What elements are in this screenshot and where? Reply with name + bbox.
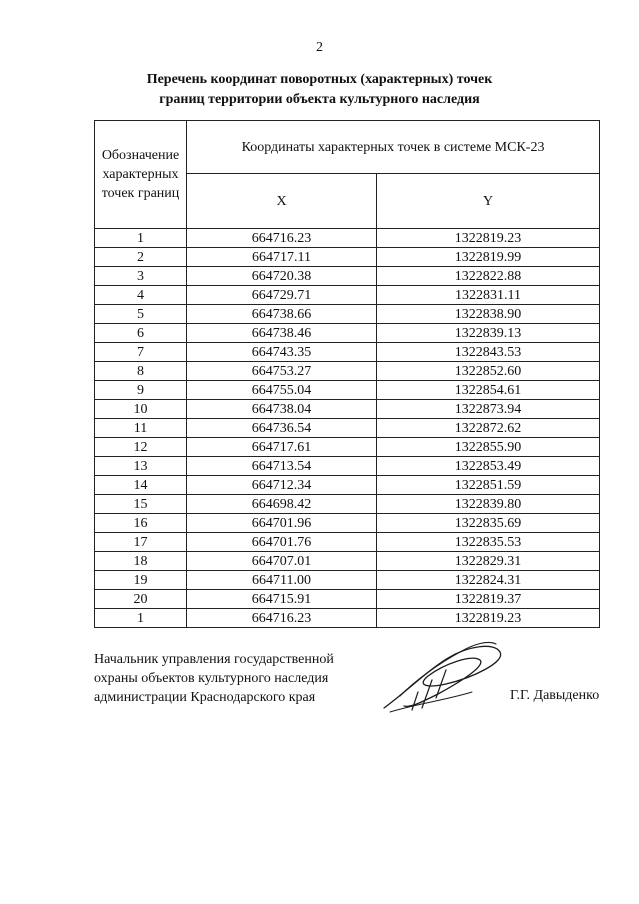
point-id-cell: 13 (95, 457, 187, 476)
point-id-cell: 16 (95, 514, 187, 533)
table-row (95, 552, 600, 571)
y-coordinate-cell: 1322839.13 (377, 324, 600, 343)
y-coordinate-cell: 1322855.90 (377, 438, 600, 457)
y-column-header: Y (377, 174, 600, 229)
table-row (95, 400, 600, 419)
x-coordinate-cell: 664701.76 (187, 533, 377, 552)
point-id-cell: 19 (95, 571, 187, 590)
point-id-cell: 4 (95, 286, 187, 305)
x-coordinate-cell: 664720.38 (187, 267, 377, 286)
table-row (95, 533, 600, 552)
title-line-1: Перечень координат поворотных (характерных) точек (146, 72, 493, 87)
y-coordinate-cell: 1322852.60 (377, 362, 600, 381)
x-coordinate-cell: 664753.27 (187, 362, 377, 381)
point-id-cell: 17 (95, 533, 187, 552)
x-coordinate-cell: 664729.71 (187, 286, 377, 305)
x-coordinate-cell: 664713.54 (187, 457, 377, 476)
table-row (95, 609, 600, 628)
table-row (95, 571, 600, 590)
table-row (95, 343, 600, 362)
signer-name: Г.Г. Давыденко (510, 688, 600, 703)
point-id-cell: 2 (95, 248, 187, 267)
x-coordinate-cell: 664712.34 (187, 476, 377, 495)
x-coordinate-cell: 664736.54 (187, 419, 377, 438)
x-coordinate-cell: 664711.00 (187, 571, 377, 590)
title-line-2: границ территории объекта культурного наследия (159, 92, 480, 107)
point-id-cell: 1 (95, 229, 187, 248)
point-id-cell: 20 (95, 590, 187, 609)
y-coordinate-cell: 1322854.61 (377, 381, 600, 400)
point-id-cell: 14 (95, 476, 187, 495)
x-coordinate-cell: 664738.04 (187, 400, 377, 419)
table-row (95, 324, 600, 343)
y-coordinate-cell: 1322835.69 (377, 514, 600, 533)
table-row (95, 514, 600, 533)
y-coordinate-cell: 1322819.37 (377, 590, 600, 609)
y-coordinate-cell: 1322872.62 (377, 419, 600, 438)
x-coordinate-cell: 664698.42 (187, 495, 377, 514)
point-id-cell: 15 (95, 495, 187, 514)
y-coordinate-cell: 1322819.23 (377, 229, 600, 248)
x-coordinate-cell: 664738.46 (187, 324, 377, 343)
y-coordinate-cell: 1322839.80 (377, 495, 600, 514)
position-line-1: Начальник управления государственной (94, 652, 334, 667)
point-id-cell: 8 (95, 362, 187, 381)
y-coordinate-cell: 1322838.90 (377, 305, 600, 324)
x-coordinate-cell: 664717.61 (187, 438, 377, 457)
table-row (95, 419, 600, 438)
coordinates-table-body (95, 121, 600, 628)
x-coordinate-cell: 664717.11 (187, 248, 377, 267)
table-row (95, 590, 600, 609)
point-id-cell: 7 (95, 343, 187, 362)
table-header-row (95, 121, 600, 174)
y-coordinate-cell: 1322824.31 (377, 571, 600, 590)
y-coordinate-cell: 1322835.53 (377, 533, 600, 552)
table-row (95, 229, 600, 248)
point-id-cell: 10 (95, 400, 187, 419)
table-row (95, 495, 600, 514)
position-line-3: администрации Краснодарского края (94, 690, 316, 705)
x-column-header: X (187, 174, 377, 229)
position-line-2: охраны объектов культурного наследия (94, 671, 329, 686)
table-row (95, 381, 600, 400)
document-title (0, 70, 639, 110)
y-coordinate-cell: 1322843.53 (377, 343, 600, 362)
y-coordinate-cell: 1322853.49 (377, 457, 600, 476)
table-row (95, 457, 600, 476)
point-id-cell: 9 (95, 381, 187, 400)
x-coordinate-cell: 664716.23 (187, 609, 377, 628)
table-row (95, 438, 600, 457)
x-coordinate-cell: 664738.66 (187, 305, 377, 324)
point-label-header: Обозначение характерных точек границ (95, 121, 187, 229)
handwritten-signature (376, 634, 516, 714)
page-number: 2 (316, 40, 323, 55)
table-row (95, 267, 600, 286)
y-coordinate-cell: 1322819.99 (377, 248, 600, 267)
table-row (95, 362, 600, 381)
point-id-cell: 1 (95, 609, 187, 628)
coordinates-table (94, 120, 600, 628)
table-row (95, 476, 600, 495)
x-coordinate-cell: 664755.04 (187, 381, 377, 400)
x-coordinate-cell: 664715.91 (187, 590, 377, 609)
coordinate-system-header: Координаты характерных точек в системе МСК-23 (187, 121, 600, 174)
point-id-cell: 6 (95, 324, 187, 343)
y-coordinate-cell: 1322851.59 (377, 476, 600, 495)
y-coordinate-cell: 1322829.31 (377, 552, 600, 571)
x-coordinate-cell: 664701.96 (187, 514, 377, 533)
x-coordinate-cell: 664707.01 (187, 552, 377, 571)
point-id-cell: 5 (95, 305, 187, 324)
y-coordinate-cell: 1322831.11 (377, 286, 600, 305)
signature-block (94, 650, 334, 707)
point-id-cell: 11 (95, 419, 187, 438)
table-row (95, 305, 600, 324)
y-coordinate-cell: 1322873.94 (377, 400, 600, 419)
point-id-cell: 12 (95, 438, 187, 457)
x-coordinate-cell: 664716.23 (187, 229, 377, 248)
x-coordinate-cell: 664743.35 (187, 343, 377, 362)
y-coordinate-cell: 1322822.88 (377, 267, 600, 286)
point-id-cell: 3 (95, 267, 187, 286)
table-row (95, 286, 600, 305)
table-row (95, 248, 600, 267)
y-coordinate-cell: 1322819.23 (377, 609, 600, 628)
point-id-cell: 18 (95, 552, 187, 571)
